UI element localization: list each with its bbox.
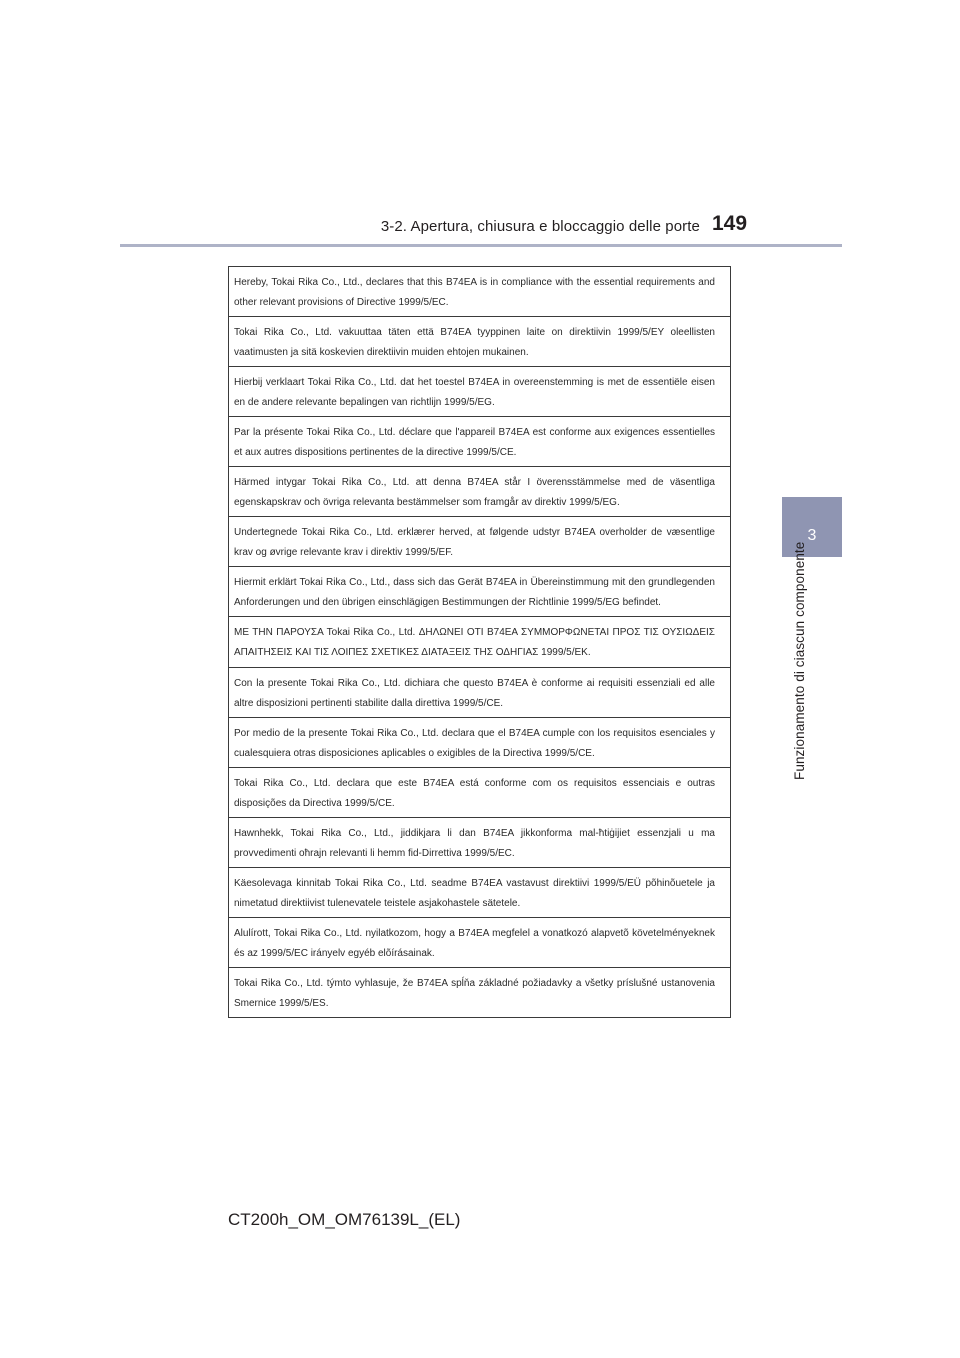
declarations-table [228, 266, 731, 1018]
header-rule [120, 244, 842, 247]
declaration-estonian: Käesolevaga kinnitab Tokai Rika Co., Ltd. seadme B74EA vastavust direktiivi 1999/5/EÜ põhinõuetele ja nimetatud direktiivist tulenevatele teistele asjakohastele sätetele. [229, 868, 730, 918]
declaration-dutch: Hierbij verklaart Tokai Rika Co., Ltd. dat het toestel B74EA in overeenstemming is met de essentiële eisen en de andere relevante bepalingen van richtlijn 1999/5/EG. [229, 367, 730, 417]
declaration-danish: Undertegnede Tokai Rika Co., Ltd. erklærer herved, at følgende udstyr B74EA overholder de væsentlige krav og øvrige relevante krav i direktiv 1999/5/EF. [229, 517, 730, 567]
declaration-greek: ΜΕ ΤΗΝ ΠΑΡΟΥΣΑ Tokai Rika Co., Ltd. ΔΗΛΩΝΕΙ ΟΤΙ B74EA ΣΥΜΜΟΡΦΩΝΕΤΑΙ ΠΡΟΣ ΤΙΣ ΟΥΣΙΩΔΕΙΣ ΑΠΑΙΤΗΣΕΙΣ ΚΑΙ ΤΙΣ ΛΟΙΠΕΣ ΣΧΕΤΙΚΕΣ ΔΙΑΤΑΞΕΙΣ ΤΗΣ ΟΔΗΓΙΑΣ 1999/5/ΕΚ. [229, 617, 730, 667]
declaration-finnish: Tokai Rika Co., Ltd. vakuuttaa täten että B74EA tyyppinen laite on direktiivin 1999/5/EY oleellisten vaatimusten ja sitä koskevien direktiivin muiden ehtojen mukainen. [229, 317, 730, 367]
chapter-label: Funzionamento di ciascun componente [792, 541, 807, 780]
page-number: 149 [712, 212, 748, 235]
declaration-spanish: Por medio de la presente Tokai Rika Co., Ltd. declara que el B74EA cumple con los requisitos esenciales y cualesquiera otras disposiciones aplicables o exigibles de la Directiva 1999/5/CE. [229, 718, 730, 768]
document-code: CT200h_OM_OM76139L_(EL) [228, 1210, 461, 1229]
declaration-slovak: Tokai Rika Co., Ltd. týmto vyhlasuje, že B74EA spĺňa základné požiadavky a všetky príslušné ustanovenia Smernice 1999/5/ES. [234, 977, 715, 1009]
declaration-german: Hiermit erklärt Tokai Rika Co., Ltd., dass sich das Gerät B74EA in Übereinstimmung mit den grundlegenden Anforderungen und den übrigen einschlägigen Bestimmungen der Richtlinie 1999/5/EG befindet. [229, 567, 730, 617]
declaration-italian: Con la presente Tokai Rika Co., Ltd. dichiara che questo B74EA è conforme ai requisiti essenziali ed alle altre disposizioni pertinenti stabilite dalla direttiva 1999/5/CE. [229, 668, 730, 718]
declaration-portuguese: Tokai Rika Co., Ltd. declara que este B74EA está conforme com os requisitos essenciais e outras disposições da Directiva 1999/5/CE. [229, 768, 730, 818]
declaration-hungarian: Alulírott, Tokai Rika Co., Ltd. nyilatkozom, hogy a B74EA megfelel a vonatkozó alapvetõ követelményeknek és az 1999/5/EC irányelv egyéb elõírásainak. [229, 918, 730, 968]
declaration-maltese: Hawnhekk, Tokai Rika Co., Ltd., jiddikjara li dan B74EA jikkonforma mal-ħtiġijiet essenzjali u ma provvedimenti oħrajn relevanti li hemm fid-Dirrettiva 1999/5/EC. [229, 818, 730, 868]
chapter-number: 3 [807, 527, 817, 544]
declaration-english: Hereby, Tokai Rika Co., Ltd., declares that this B74EA is in compliance with the essential requirements and other relevant provisions of Directive 1999/5/EC. [229, 267, 730, 317]
chapter-tab [782, 497, 842, 557]
declaration-french: Par la présente Tokai Rika Co., Ltd. déclare que l'appareil B74EA est conforme aux exigences essentielles et aux autres dispositions pertinentes de la directive 1999/5/CE. [229, 417, 730, 467]
declaration-swedish: Härmed intygar Tokai Rika Co., Ltd. att denna B74EA står I överensstämmelse med de väsentliga egenskapskrav och övriga relevanta bestämmelser som framgår av direktiv 1999/5/EG. [229, 467, 730, 517]
section-title: 3-2. Apertura, chiusura e bloccaggio delle porte [380, 218, 700, 235]
